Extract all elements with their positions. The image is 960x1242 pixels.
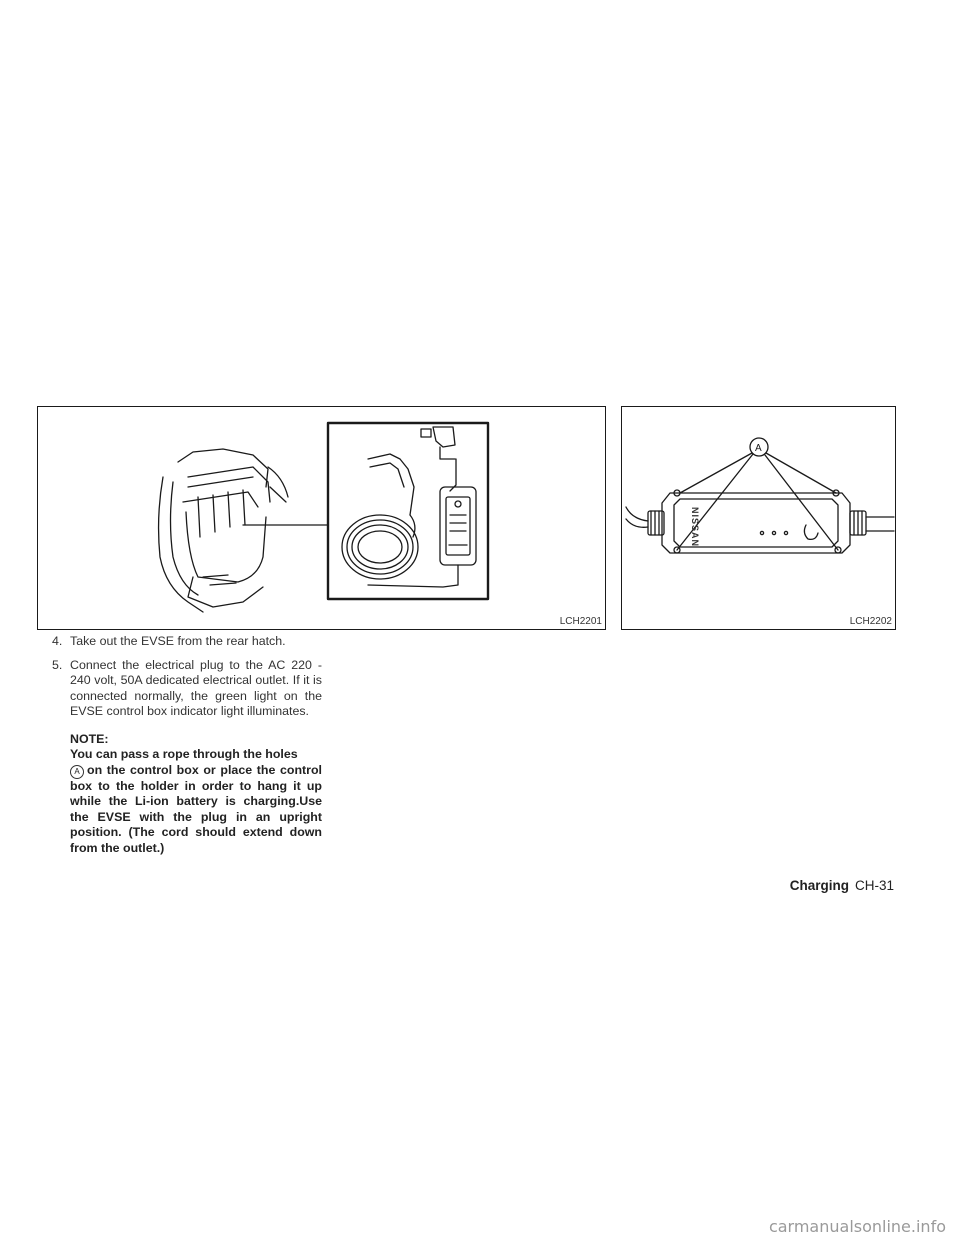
note-body <box>70 747 322 856</box>
step-5 <box>52 658 322 720</box>
figure-evse-rear-hatch <box>37 406 606 630</box>
brand-label: NISSAN <box>690 507 700 548</box>
step-number: 4. <box>52 634 63 648</box>
step-text: Take out the EVSE from the rear hatch. <box>70 634 286 648</box>
callout-a-icon: A <box>70 765 84 779</box>
figure-code: LCH2202 <box>849 616 892 627</box>
evse-rear-hatch-illustration <box>38 407 605 629</box>
callout-a-label: A <box>755 443 762 454</box>
figure-control-box-holes <box>621 406 896 630</box>
step-4 <box>52 634 322 650</box>
watermark: carmanualsonline.info <box>768 1217 946 1236</box>
section-title: Charging <box>789 878 849 893</box>
figure-code: LCH2201 <box>559 616 602 627</box>
step-number: 5. <box>52 657 63 672</box>
note-heading: NOTE: <box>70 731 109 746</box>
step-text: Connect the electrical plug to the AC 220 - 240 volt, 50A dedicated electrical outlet. If it is connected normally, the green light on the EVSE control box indicator light illuminates. <box>70 657 322 718</box>
instruction-column <box>52 634 322 856</box>
note-text-before: You can pass a rope through the holes <box>70 747 298 761</box>
control-box-illustration <box>622 407 895 629</box>
page-number: CH-31 <box>854 878 894 893</box>
note-text-after: on the control box or place the control box to the holder in order to hang it up while the Li-ion battery is charging.Use the EVSE with the plug in an upright position. (The cord should extend down from the outlet.) <box>70 762 322 855</box>
page-footer <box>790 878 894 893</box>
